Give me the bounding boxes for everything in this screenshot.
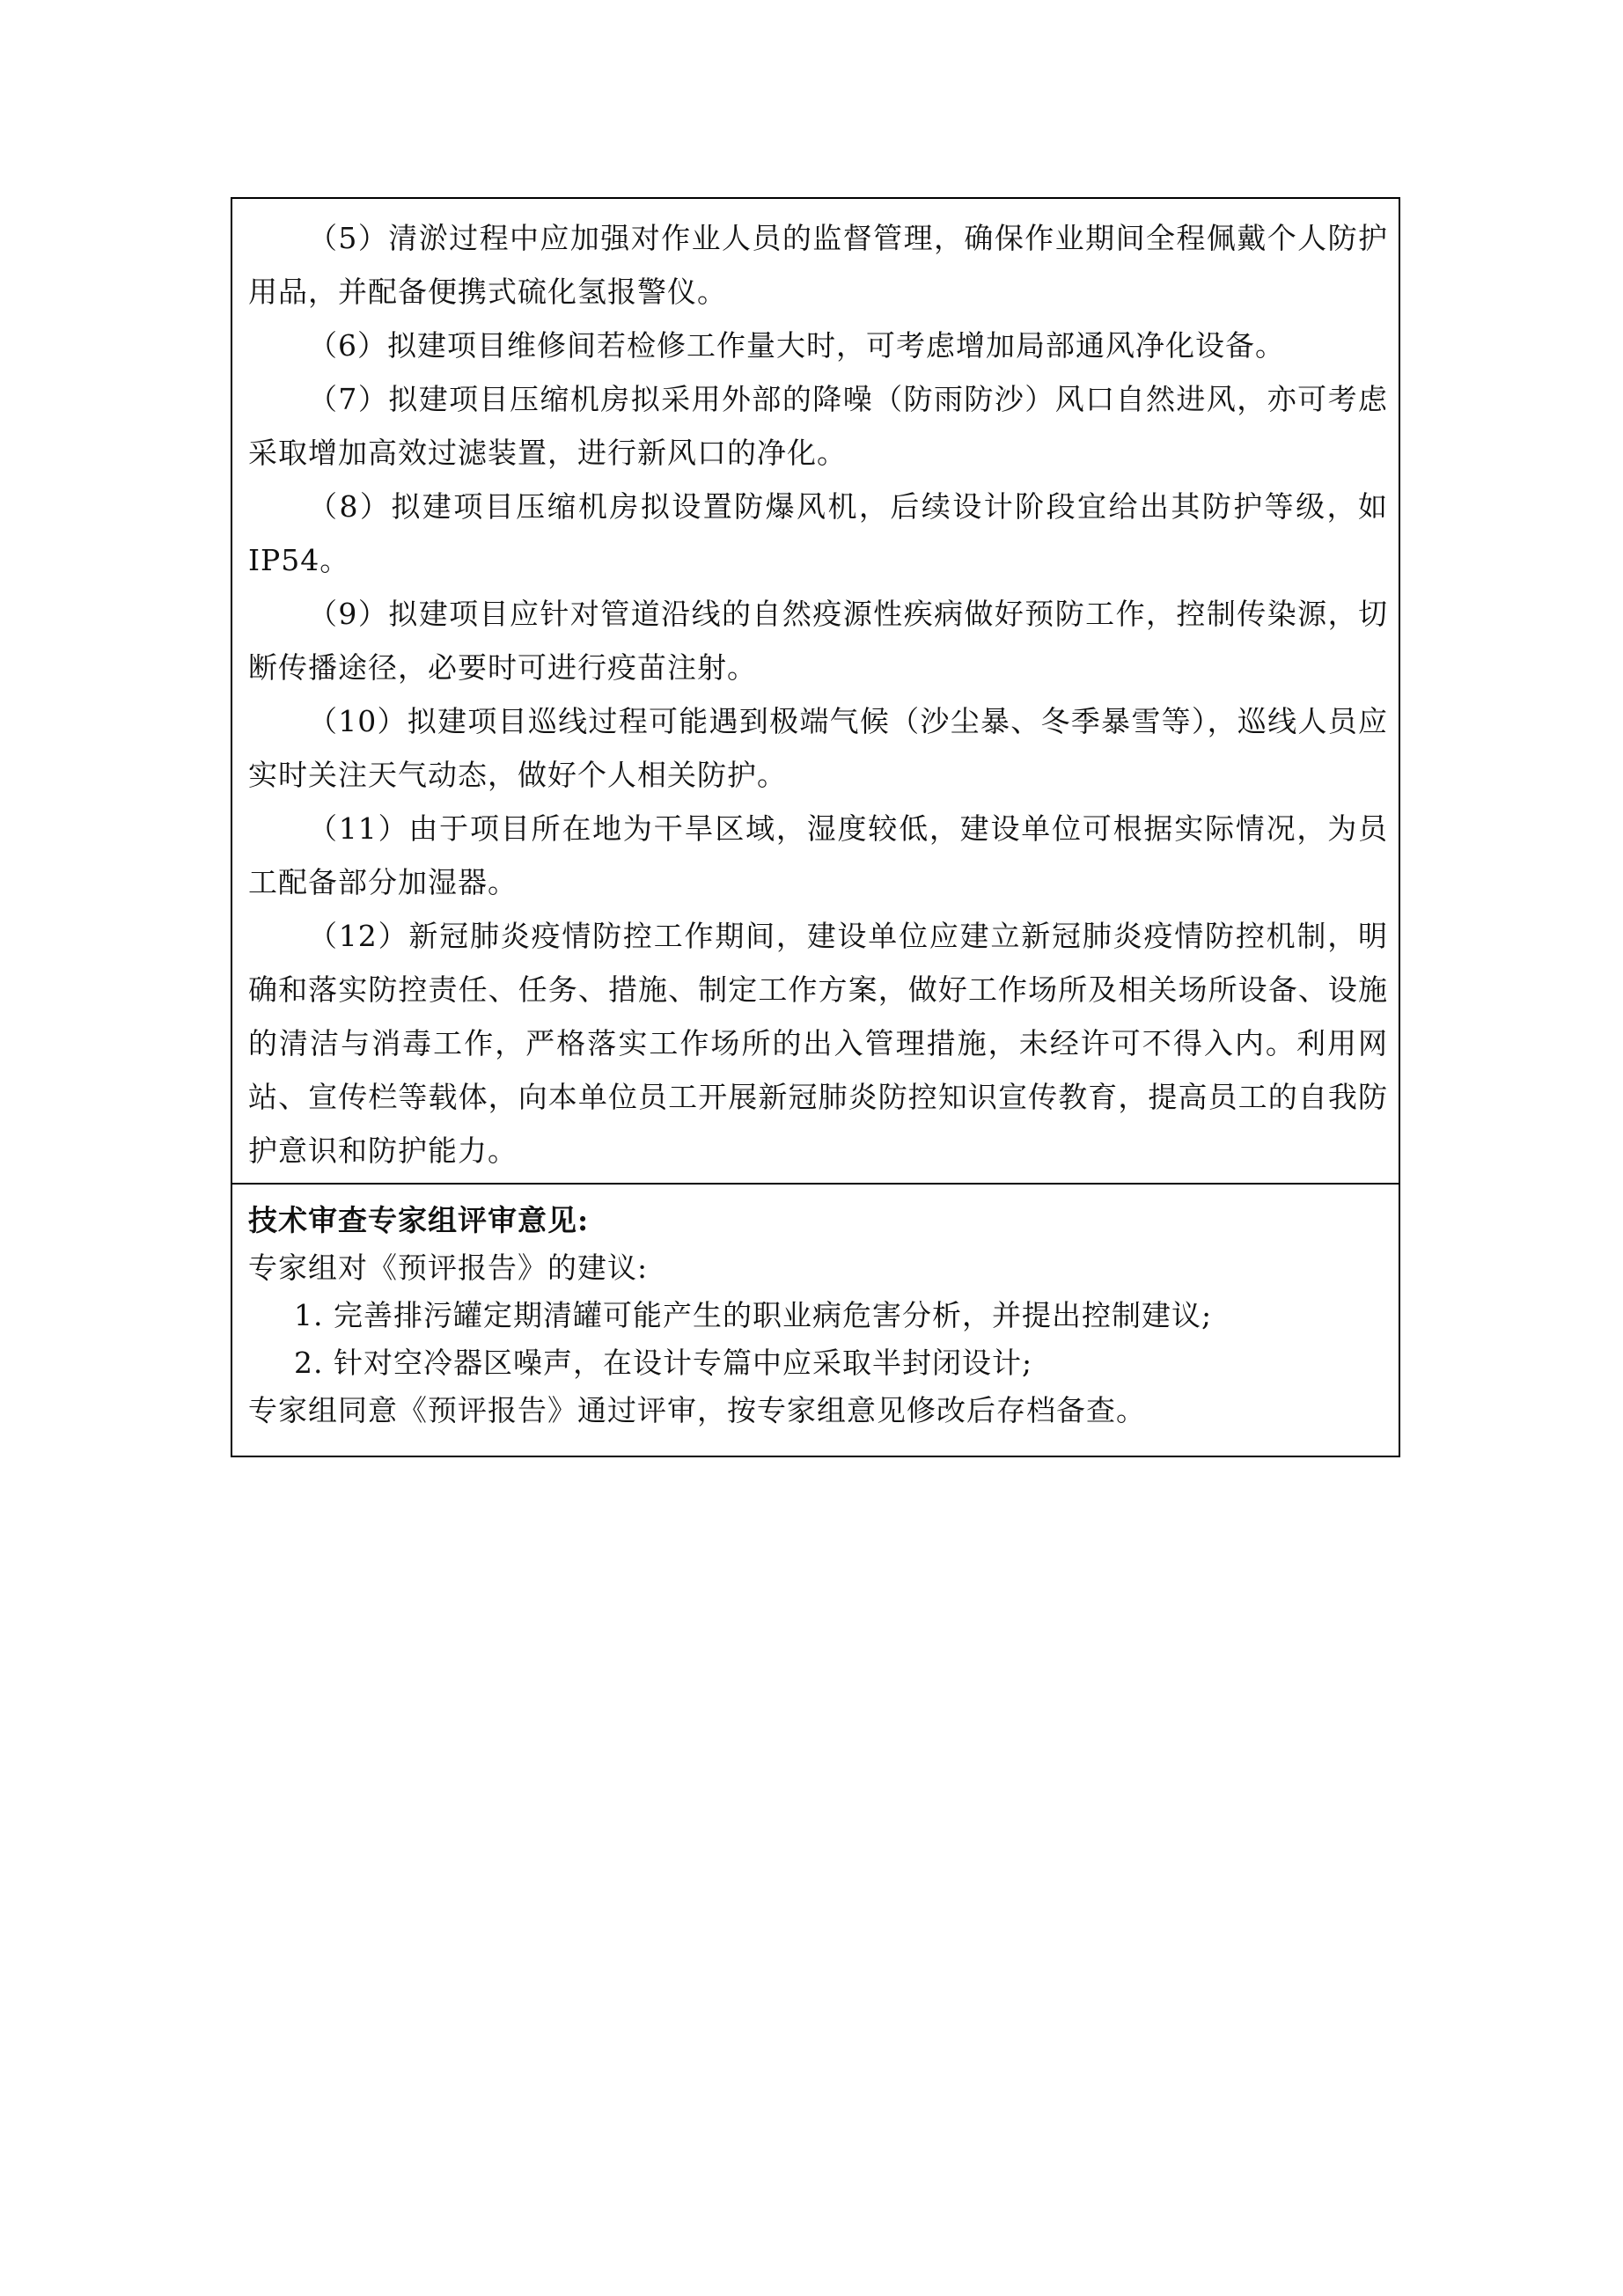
measure-paragraph-10: （10）拟建项目巡线过程可能遇到极端气候（沙尘暴、冬季暴雪等），巡线人员应实时关注天气动态，做好个人相关防护。	[248, 704, 1388, 792]
measure-paragraph-11: （11）由于项目所在地为干旱区域，湿度较低，建设单位可根据实际情况，为员工配备部分加湿器。	[248, 811, 1388, 899]
measure-paragraph-5: （5）清淤过程中应加强对作业人员的监督管理，确保作业期间全程佩戴个人防护用品，并配备便携式硫化氢报警仪。	[248, 221, 1388, 309]
measure-paragraph-12: （12）新冠肺炎疫情防控工作期间，建设单位应建立新冠肺炎疫情防控机制，明确和落实防控责任、任务、措施、制定工作方案，做好工作场所及相关场所设备、设施的清洁与消毒工作，严格落实工作场所的出入管理措施，未经许可不得入内。利用网站、宣传栏等载体，向本单位员工开展新冠肺炎防控知识宣传教育，提高员工的自我防护意识和防护能力。	[248, 919, 1388, 1168]
measure-paragraph-6: （6）拟建项目维修间若检修工作量大时，可考虑增加局部通风净化设备。	[308, 328, 1285, 363]
review-item-1: 1. 完善排污罐定期清罐可能产生的职业病危害分析，并提出控制建议;	[294, 1298, 1213, 1332]
measure-paragraph-8: （8）拟建项目压缩机房拟设置防爆风机，后续设计阶段宜给出其防护等级，如IP54。	[248, 489, 1388, 577]
review-intro: 专家组对《预评报告》的建议:	[248, 1251, 649, 1285]
review-table	[231, 197, 1400, 1457]
review-conclusion: 专家组同意《预评报告》通过评审，按专家组意见修改后存档备查。	[248, 1393, 1146, 1427]
review-item-2: 2. 针对空冷器区噪声，在设计专篇中应采取半封闭设计;	[294, 1346, 1033, 1380]
measure-paragraph-7: （7）拟建项目压缩机房拟采用外部的降噪（防雨防沙）风口自然进风，亦可考虑采取增加高效过滤装置，进行新风口的净化。	[248, 382, 1388, 470]
review-heading: 技术审查专家组评审意见:	[248, 1203, 590, 1237]
expert-review-cell	[232, 1185, 1399, 1456]
measure-paragraph-9: （9）拟建项目应针对管道沿线的自然疫源性疾病做好预防工作，控制传染源，切断传播途径，必要时可进行疫苗注射。	[248, 597, 1388, 685]
protective-measures-cell	[232, 199, 1399, 1185]
